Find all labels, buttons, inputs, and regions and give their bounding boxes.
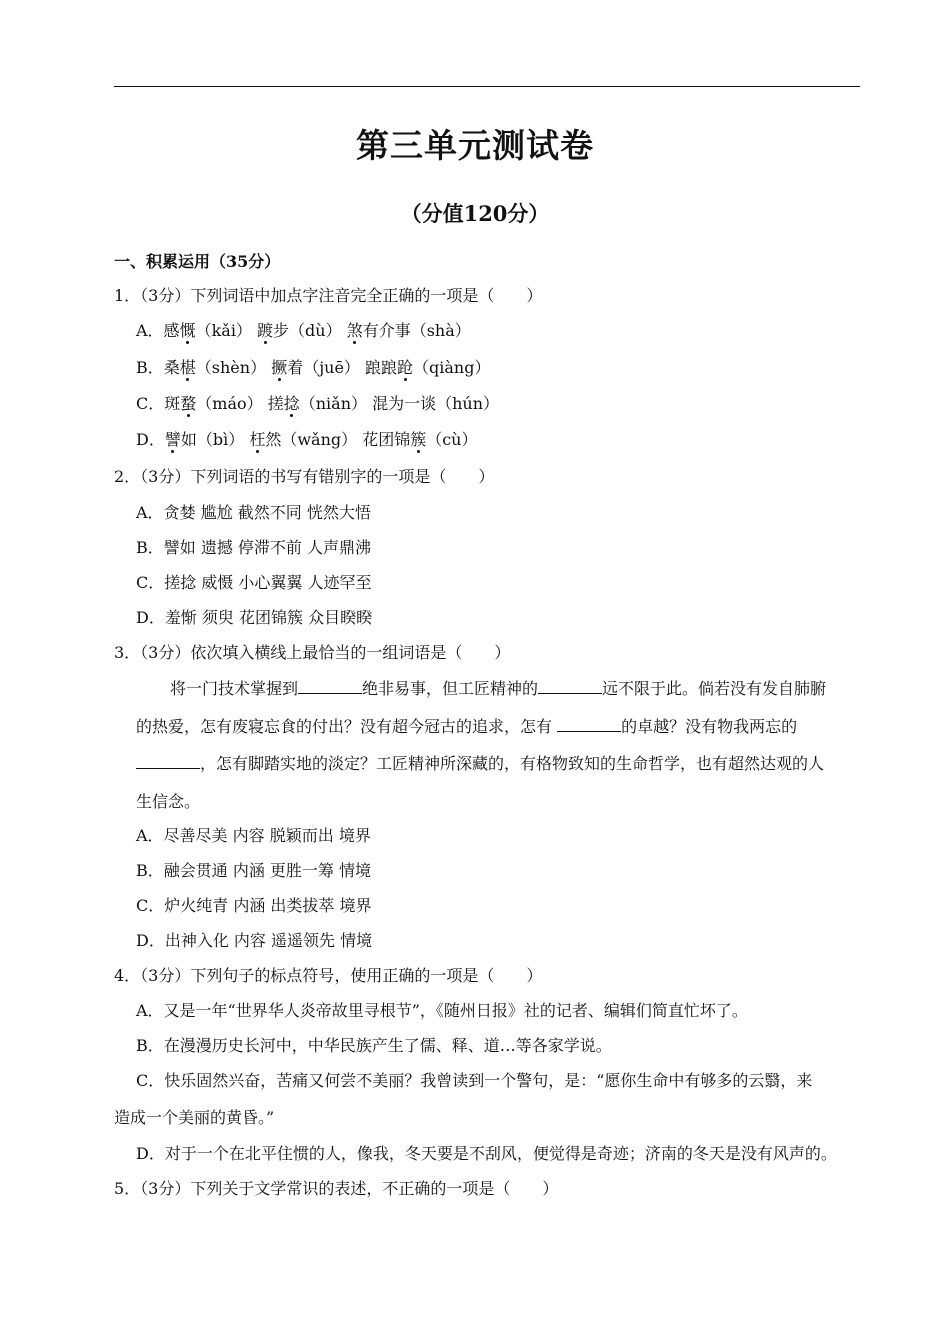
question-2-stem: 2．（3分）下列词语的书写有错别字的一项是（ ） <box>114 467 495 486</box>
page-title: 第三单元测试卷 <box>356 126 594 165</box>
question-1-option-a: A．感慨（kǎi） 踱步（dù） 煞有介事（shà） <box>136 321 471 340</box>
question-4-option-b: B．在漫漫历史长河中，中华民族产生了儒、释、道…等各家学说。 <box>136 1036 612 1055</box>
question-2-option-c: C．搓捻 威慑 小心翼翼 人迹罕至 <box>136 573 372 592</box>
question-4-stem: 4．（3分）下列句子的标点符号，使用正确的一项是（ ） <box>114 966 543 985</box>
blank <box>538 679 602 694</box>
question-1-option-b: B．桑椹（shèn） 撅着（juē） 踉踉跄（qiàng） <box>136 358 491 377</box>
question-4-option-a: A．又是一年“世界华人炎帝故里寻根节”，《随州日报》社的记者、编辑们简直忙坏了。 <box>136 1001 748 1020</box>
question-2-option-a: A．贪婪 尴尬 截然不同 恍然大悟 <box>136 503 371 522</box>
question-1-stem: 1．（3分）下列词语中加点字注音完全正确的一项是（ ） <box>114 286 543 305</box>
page-subtitle: （分值120分） <box>400 201 550 226</box>
question-3-option-d: D．出神入化 内容 遥遥领先 情境 <box>136 931 373 950</box>
question-2-option-b: B．譬如 遗撼 停滞不前 人声鼎沸 <box>136 538 372 557</box>
question-3-passage-line: 生信念。 <box>136 792 201 811</box>
question-4-option-c-continued: 造成一个美丽的黄昏。” <box>114 1108 275 1127</box>
blank <box>298 679 362 694</box>
question-3-stem: 3．（3分）依次填入横线上最恰当的一组词语是（ ） <box>114 643 511 662</box>
question-4-option-c: C．快乐固然兴奋，苦痛又何尝不美丽？我曾读到一个警句，是：“愿你生命中有够多的云翳，来 <box>136 1071 813 1090</box>
question-3-option-a: A．尽善尽美 内容 脱颖而出 境界 <box>136 826 371 845</box>
question-5-stem: 5．（3分）下列关于文学常识的表述，不正确的一项是（ ） <box>114 1179 559 1198</box>
question-4-option-d: D．对于一个在北平住惯的人，像我，冬天要是不刮风，便觉得是奇迹；济南的冬天是没有风声的。 <box>136 1144 837 1163</box>
question-3-passage-line: 的热爱，怎有废寝忘食的付出？没有超今冠古的追求，怎有 的卓越？没有物我两忘的 <box>136 717 798 736</box>
question-1-option-c: C．斑蝥（máo） 搓捻（niǎn） 混为一谈（hún） <box>136 394 500 413</box>
question-3-passage-line: ，怎有脚踏实地的淡定？工匠精神所深藏的，有格物致知的生命哲学，也有超然达观的人 <box>136 754 824 774</box>
blank <box>136 754 200 769</box>
question-2-option-d: D．羞惭 须臾 花团锦簇 众目睽睽 <box>136 608 373 627</box>
section-heading: 一、积累运用（35分） <box>114 252 281 271</box>
question-1-option-d: D．譬如（bì） 枉然（wǎng） 花团锦簇（cù） <box>136 430 478 449</box>
blank <box>557 717 621 732</box>
question-3-option-c: C．炉火纯青 内涵 出类拔萃 境界 <box>136 896 372 915</box>
question-3-passage-line: 将一门技术掌握到 绝非易事，但工匠精神的 远不限于此。倘若没有发自肺腑 <box>170 679 827 698</box>
header-rule <box>114 86 860 87</box>
question-3-option-b: B．融会贯通 内涵 更胜一筹 情境 <box>136 861 372 880</box>
